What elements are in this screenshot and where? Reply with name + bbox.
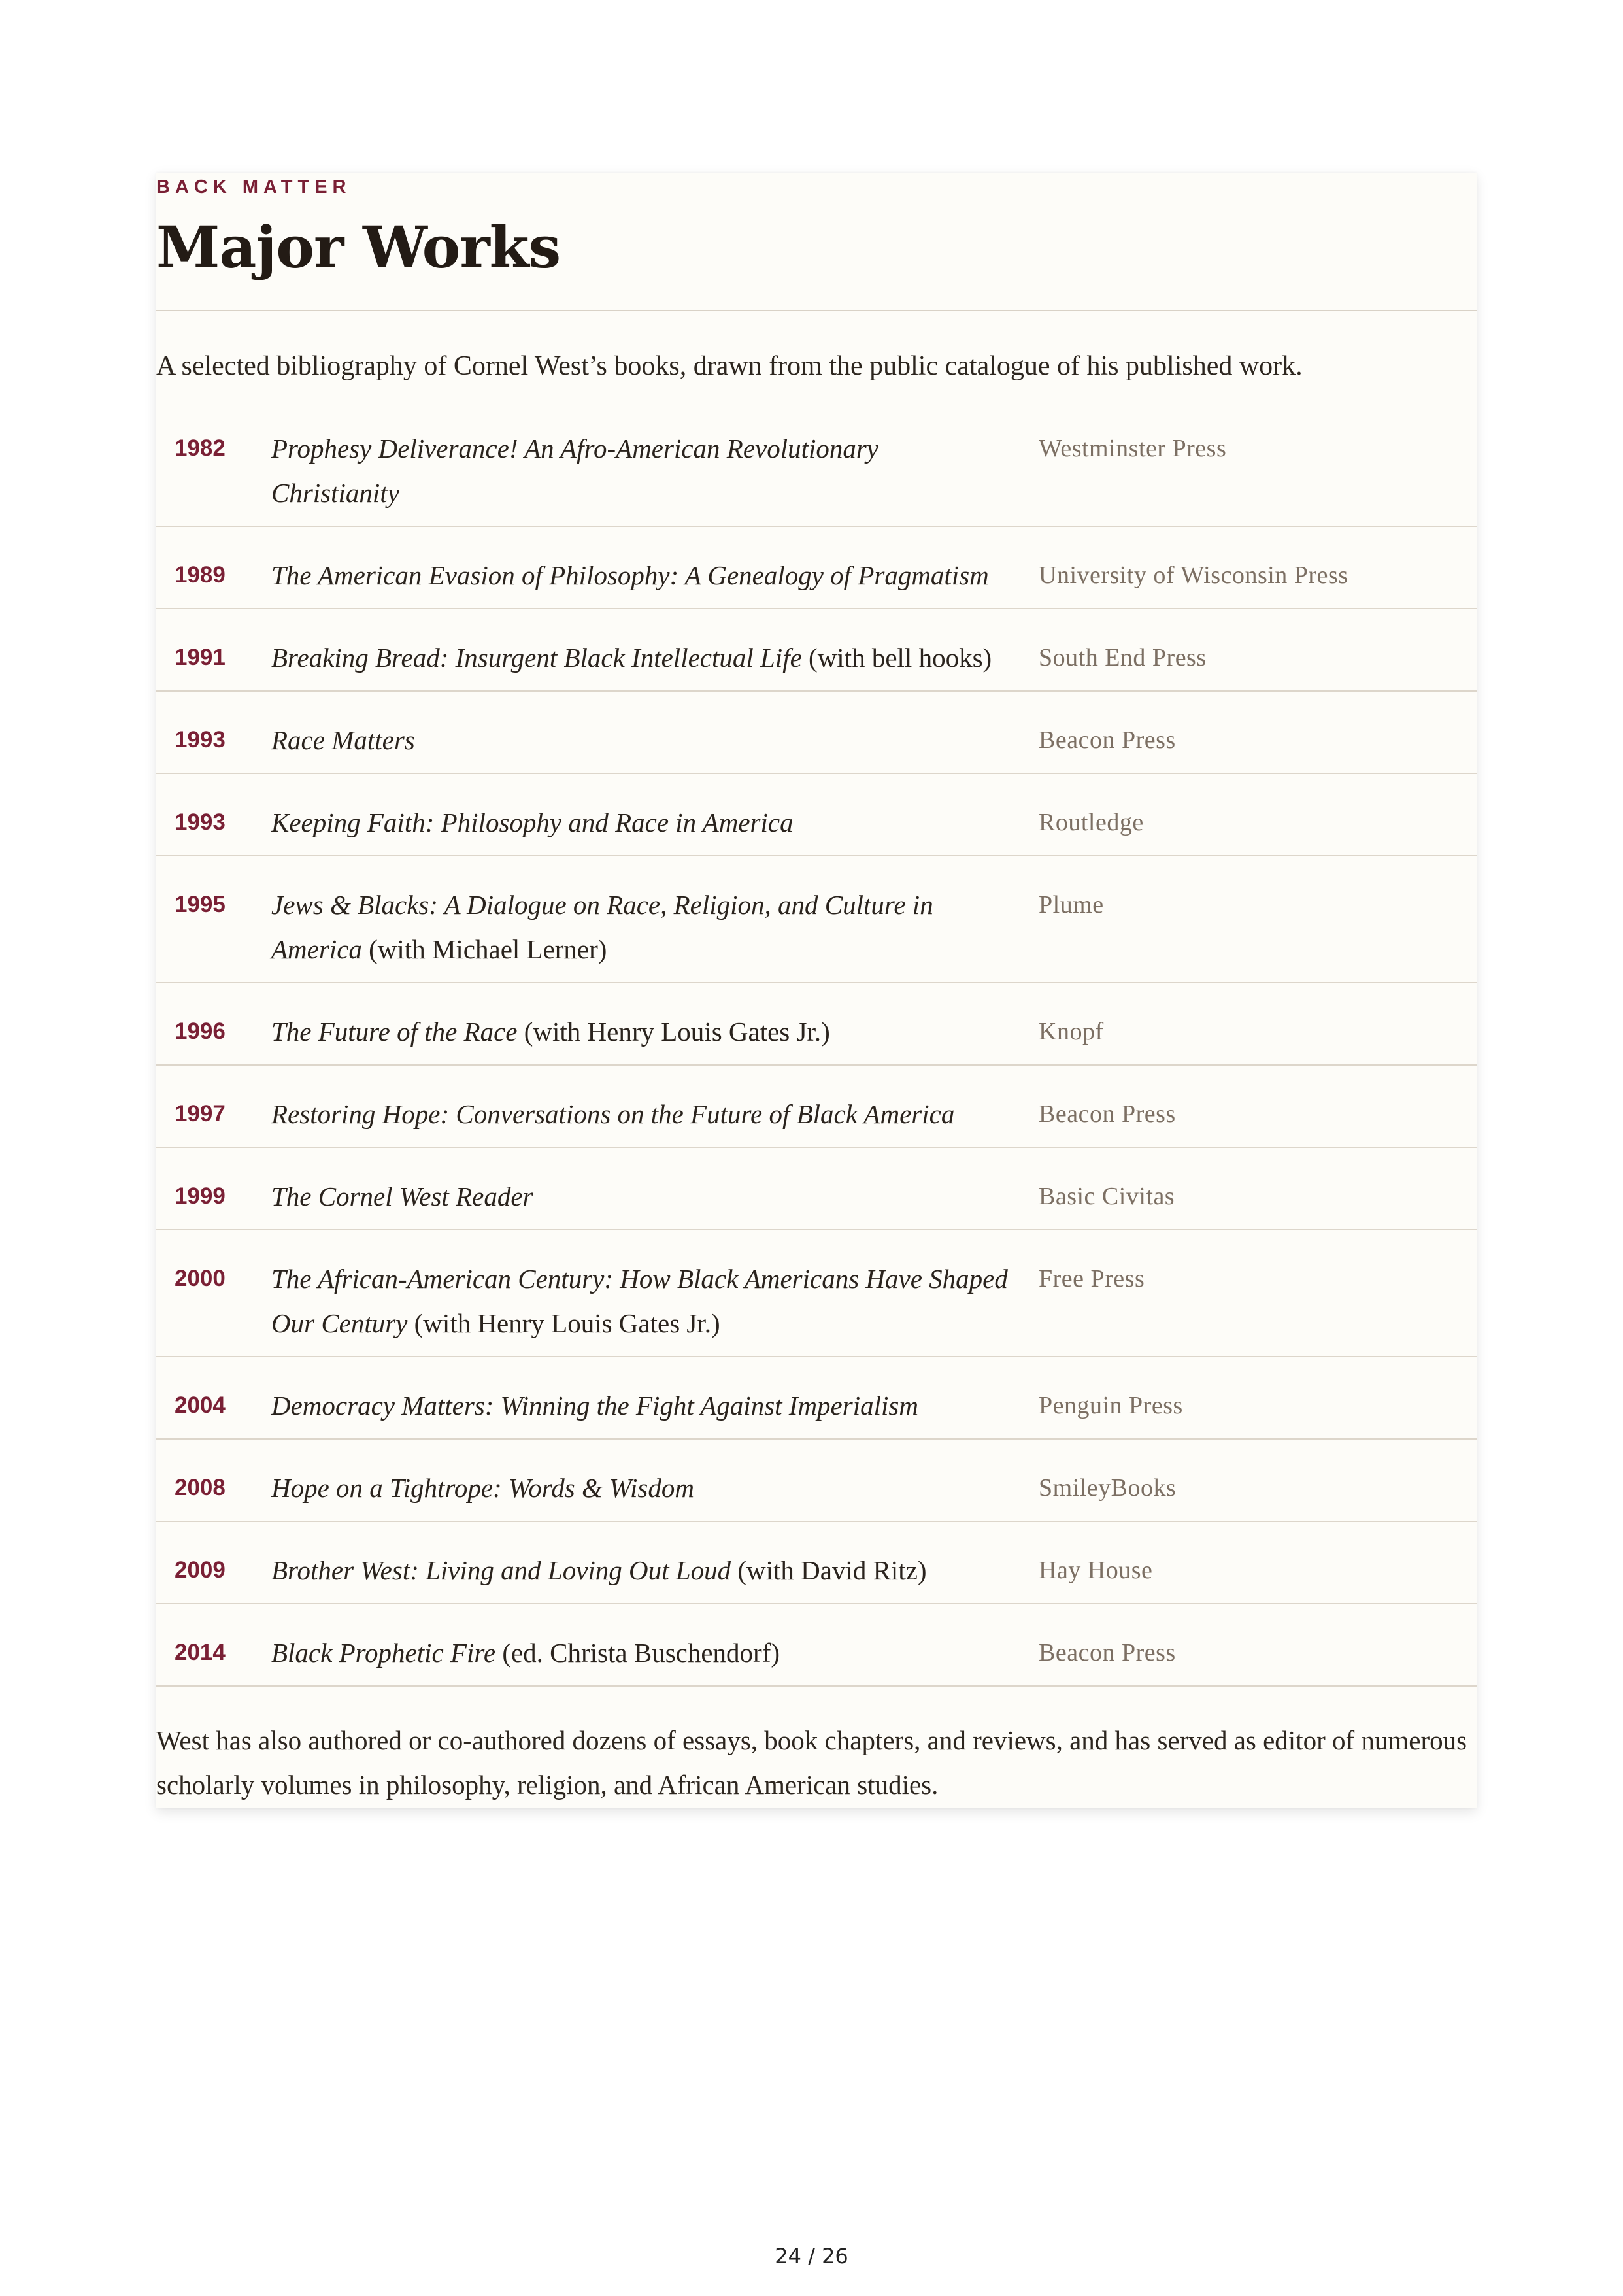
work-year-cell <box>156 1147 271 1230</box>
work-year: 1982 <box>175 435 226 461</box>
work-year: 1993 <box>175 727 226 752</box>
work-note: (with Henry Louis Gates Jr.) <box>517 1017 830 1047</box>
work-title: The Future of the Race <box>271 1017 518 1047</box>
work-title: Black Prophetic Fire <box>271 1638 496 1668</box>
work-publisher: Routledge <box>1039 809 1144 836</box>
work-year-cell <box>156 1230 271 1357</box>
work-title-cell <box>271 1065 1039 1147</box>
work-year-cell <box>156 1521 271 1604</box>
work-year: 2004 <box>175 1393 226 1418</box>
work-title: Jews & Blacks: A Dialogue on Race, Religion, and Culture in America <box>271 890 933 964</box>
work-title: Restoring Hope: Conversations on the Future of Black America <box>271 1099 955 1129</box>
work-publisher-cell <box>1039 609 1477 691</box>
work-note: (with bell hooks) <box>801 643 992 673</box>
work-note: (with David Ritz) <box>731 1555 927 1585</box>
work-publisher: South End Press <box>1039 644 1207 671</box>
work-publisher: Hay House <box>1039 1557 1153 1584</box>
work-title-cell <box>271 400 1039 526</box>
bibliography-row <box>156 1521 1477 1604</box>
page-title: Major Works <box>156 213 561 281</box>
work-title-cell <box>271 856 1039 983</box>
work-year-cell <box>156 1357 271 1439</box>
work-title-cell <box>271 1439 1039 1521</box>
work-title-cell <box>271 1521 1039 1604</box>
work-title-cell <box>271 691 1039 773</box>
section-eyebrow: BACK MATTER <box>156 177 352 197</box>
bibliography-row <box>156 983 1477 1065</box>
work-title: Hope on a Tightrope: Words & Wisdom <box>271 1473 694 1503</box>
work-year-cell <box>156 1604 271 1686</box>
work-publisher: Penguin Press <box>1039 1392 1183 1419</box>
work-year: 1995 <box>175 892 226 917</box>
work-title: Breaking Bread: Insurgent Black Intellectual Life <box>271 643 802 673</box>
bibliography-row <box>156 856 1477 983</box>
work-publisher-cell <box>1039 1357 1477 1439</box>
work-title-cell <box>271 526 1039 609</box>
work-publisher-cell <box>1039 400 1477 526</box>
work-publisher: Free Press <box>1039 1265 1145 1292</box>
work-title: Keeping Faith: Philosophy and Race in America <box>271 807 794 837</box>
work-publisher-cell <box>1039 983 1477 1065</box>
title-divider <box>156 310 1477 311</box>
work-title: Race Matters <box>271 725 415 755</box>
work-publisher-cell <box>1039 856 1477 983</box>
work-year-cell <box>156 400 271 526</box>
work-title: Democracy Matters: Winning the Fight Against Imperialism <box>271 1391 918 1421</box>
work-title-cell <box>271 1230 1039 1357</box>
work-publisher-cell <box>1039 773 1477 856</box>
work-title-cell <box>271 1357 1039 1439</box>
work-title-cell <box>271 773 1039 856</box>
work-year: 2000 <box>175 1266 226 1291</box>
work-year: 2009 <box>175 1557 226 1583</box>
work-publisher: Westminster Press <box>1039 435 1227 462</box>
work-year: 1993 <box>175 809 226 835</box>
bibliography-row <box>156 773 1477 856</box>
bibliography-row <box>156 609 1477 691</box>
work-note: (with Michael Lerner) <box>361 934 607 964</box>
work-year-cell <box>156 983 271 1065</box>
work-title: Brother West: Living and Loving Out Loud <box>271 1555 731 1585</box>
bibliography-row <box>156 1357 1477 1439</box>
work-publisher-cell <box>1039 1065 1477 1147</box>
work-year-cell <box>156 691 271 773</box>
intro-paragraph: A selected bibliography of Cornel West’s books, drawn from the public catalogue of his published work. <box>156 351 1303 381</box>
bibliography-row <box>156 1604 1477 1686</box>
work-title: The African-American Century: How Black Americans Have Shaped Our Century <box>271 1264 1008 1338</box>
work-title-cell <box>271 1147 1039 1230</box>
work-publisher-cell <box>1039 691 1477 773</box>
work-publisher-cell <box>1039 1230 1477 1357</box>
work-note: (ed. Christa Buschendorf) <box>495 1638 780 1668</box>
work-year-cell <box>156 773 271 856</box>
bibliography-row <box>156 526 1477 609</box>
work-publisher-cell <box>1039 1604 1477 1686</box>
work-publisher: SmileyBooks <box>1039 1474 1177 1502</box>
work-year-cell <box>156 1065 271 1147</box>
work-title-cell <box>271 983 1039 1065</box>
work-title-cell <box>271 609 1039 691</box>
work-year: 1999 <box>175 1183 226 1209</box>
bibliography-table-body <box>156 400 1477 1686</box>
work-publisher: Plume <box>1039 891 1104 919</box>
work-year: 1997 <box>175 1101 226 1126</box>
work-publisher: University of Wisconsin Press <box>1039 562 1348 589</box>
bibliography-row <box>156 691 1477 773</box>
work-publisher-cell <box>1039 1147 1477 1230</box>
work-year-cell <box>156 526 271 609</box>
work-title: The American Evasion of Philosophy: A Genealogy of Pragmatism <box>271 560 989 590</box>
work-publisher: Beacon Press <box>1039 1100 1176 1128</box>
work-year-cell <box>156 856 271 983</box>
work-publisher: Basic Civitas <box>1039 1183 1175 1210</box>
bibliography-row <box>156 1065 1477 1147</box>
work-title-cell <box>271 1604 1039 1686</box>
bibliography-row <box>156 400 1477 526</box>
work-publisher-cell <box>1039 1521 1477 1604</box>
work-title: The Cornel West Reader <box>271 1181 533 1211</box>
work-publisher-cell <box>1039 526 1477 609</box>
work-publisher: Beacon Press <box>1039 726 1176 754</box>
work-year: 2008 <box>175 1475 226 1500</box>
work-year: 1996 <box>175 1019 226 1044</box>
work-publisher: Knopf <box>1039 1018 1104 1045</box>
bibliography-row <box>156 1439 1477 1521</box>
work-publisher: Beacon Press <box>1039 1639 1176 1666</box>
bibliography-row <box>156 1230 1477 1357</box>
work-year: 1991 <box>175 645 226 670</box>
document-page-card <box>156 173 1477 1808</box>
work-title: Prophesy Deliverance! An Afro-American Revolutionary Christianity <box>271 433 879 508</box>
work-publisher-cell <box>1039 1439 1477 1521</box>
closing-paragraph: West has also authored or co-authored dozens of essays, book chapters, and reviews, and has served as editor of numerous scholarly volumes in philosophy, religion, and African American studies. <box>156 1725 1467 1800</box>
bibliography-row <box>156 1147 1477 1230</box>
work-note: (with Henry Louis Gates Jr.) <box>407 1308 720 1338</box>
bibliography-table <box>156 400 1477 1687</box>
work-year: 1989 <box>175 562 226 588</box>
work-year-cell <box>156 1439 271 1521</box>
page-number: 24 / 26 <box>775 2244 848 2269</box>
work-year: 2014 <box>175 1640 226 1665</box>
work-year-cell <box>156 609 271 691</box>
